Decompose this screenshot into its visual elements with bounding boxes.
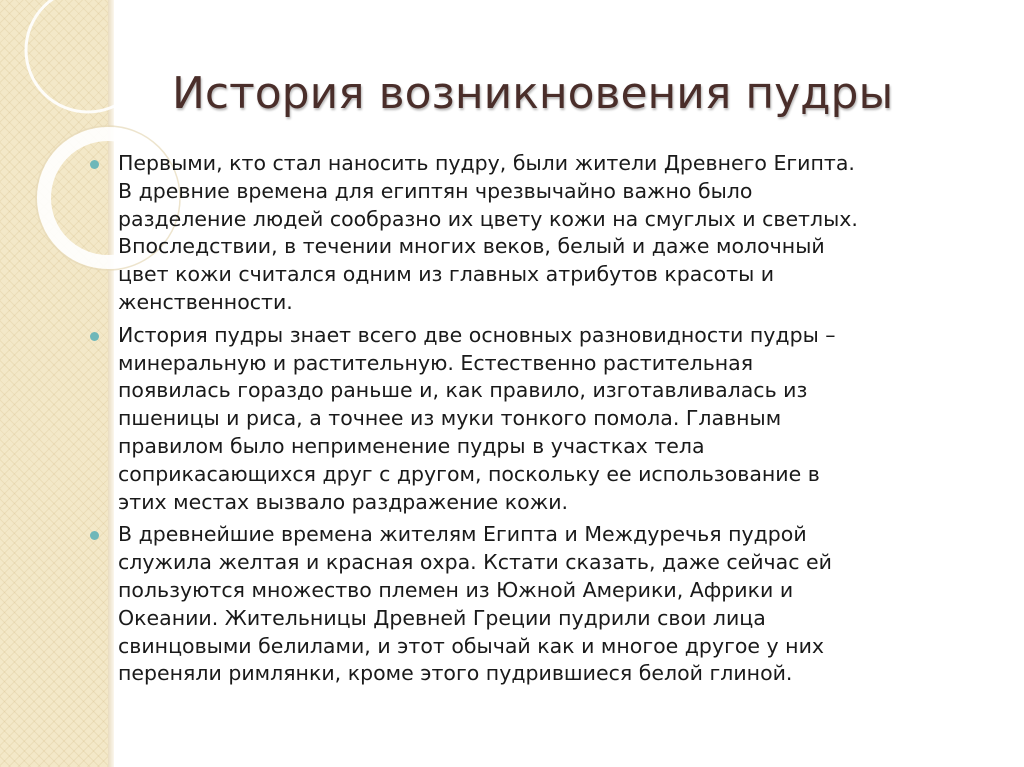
bullet-text-line: История пудры знает всего две основных разновидности пудры – [118, 322, 836, 347]
bullet-text-line: минеральную и растительную. Естественно растительная [118, 350, 754, 375]
bullet-text-line: пользуются множество племен из Южной Америки, Африки и [118, 577, 794, 602]
bullet-text-line: Первыми, кто стал наносить пудру, были жители Древнего Египта. [118, 151, 855, 175]
bullet-text-line: В древние времена для египтян чрезвычайно важно было [118, 178, 753, 203]
large-decorative-ring [26, 0, 150, 112]
bullet-item [118, 322, 958, 517]
bullet-text-line: В древнейшие времена жителям Египта и Междуречья пудрой [118, 522, 807, 547]
bullet-text-line: этих местах вызвало раздражение кожи. [118, 489, 569, 514]
bullet-dot-icon [90, 160, 99, 169]
bullet-text-line: служила желтая и красная охра. Кстати сказать, даже сейчас ей [118, 550, 832, 575]
slide-title: История возникновения пудры [172, 68, 894, 119]
bullet-text-line: пшеницы и риса, а точнее из муки тонкого помола. Главным [118, 406, 782, 431]
bullet-dot-icon [90, 332, 99, 341]
bullet-list [118, 150, 958, 693]
bullet-text-line: переняли римлянки, кроме этого пудрившиеся белой глиной. [118, 661, 793, 686]
bullet-item [118, 521, 958, 688]
bullet-text-line: женственности. [118, 289, 293, 314]
bullet-item [118, 150, 958, 317]
bullet-text-line: соприкасающихся друг с другом, поскольку ее использование в [118, 461, 820, 486]
bullet-text-line: цвет кожи считался одним из главных атрибутов красоты и [118, 262, 775, 287]
bullet-text-line: правилом было неприменение пудры в участках тела [118, 433, 705, 458]
bullet-text-line: свинцовыми белилами, и этот обычай как и многое другое у них [118, 633, 825, 658]
bullet-text-line: появилась гораздо раньше и, как правило, изготавливалась из [118, 378, 808, 403]
bullet-text-line: Впоследствии, в течении многих веков, белый и даже молочный [118, 234, 825, 259]
bullet-text-line: Океании. Жительницы Древней Греции пудрили свои лица [118, 605, 766, 630]
bullet-text-line: разделение людей сообразно их цвету кожи на смуглых и светлых. [118, 206, 858, 231]
